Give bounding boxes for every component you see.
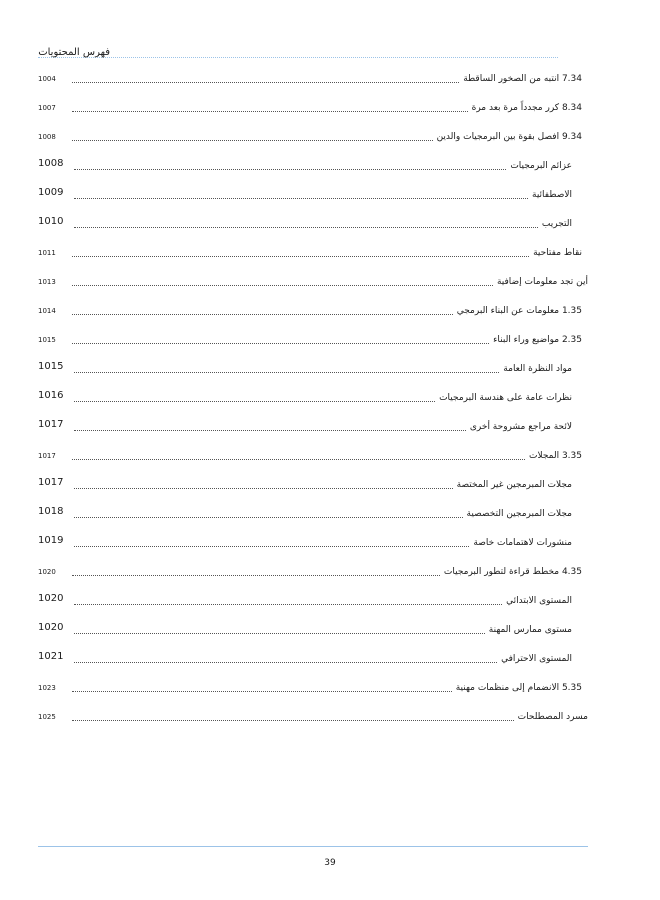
- toc-entry-page: 1019: [38, 535, 64, 546]
- toc-entry-page: 1007: [38, 104, 56, 112]
- toc-entry-title: منشورات لاهتمامات خاصة: [473, 538, 572, 548]
- toc-entry[interactable]: [38, 385, 588, 414]
- toc-entry-title: مجلات المبرمجين غير المختصة: [456, 480, 572, 490]
- toc-entry-page: 1023: [38, 684, 56, 692]
- toc-entry-page: 1017: [38, 419, 64, 430]
- toc-entry-title: 4.35 مخطط قراءة لتطور البرمجيات: [443, 567, 582, 577]
- toc-entry-page: 1020: [38, 622, 64, 633]
- toc-entry-page: 1017: [38, 452, 56, 460]
- dot-leader: [74, 430, 466, 431]
- toc-entry-page: 1025: [38, 713, 56, 721]
- header-title: فهرس المحتويات: [38, 47, 110, 58]
- toc-entry-page: 1016: [38, 390, 64, 401]
- toc-entry-title: 5.35 الانضمام إلى منظمات مهنية: [455, 683, 582, 693]
- dot-leader: [72, 140, 433, 141]
- dot-leader: [72, 459, 525, 460]
- toc-entry[interactable]: [38, 298, 588, 327]
- dot-leader: [74, 372, 499, 373]
- dot-leader: [74, 546, 469, 547]
- toc-entry[interactable]: [38, 356, 588, 385]
- toc-entry[interactable]: [38, 675, 588, 704]
- toc-entry[interactable]: [38, 530, 588, 559]
- toc-entry-title: أين تجد معلومات إضافية: [496, 277, 588, 287]
- dot-leader: [74, 488, 453, 489]
- toc-entry-page: 1015: [38, 361, 64, 372]
- dot-leader: [72, 720, 514, 721]
- toc-entry-title: مجلات المبرمجين التخصصية: [466, 509, 572, 519]
- dot-leader: [74, 633, 485, 634]
- toc-entry[interactable]: [38, 414, 588, 443]
- dot-leader: [72, 285, 493, 286]
- toc-entry-page: 1020: [38, 593, 64, 604]
- toc-entry-page: 1010: [38, 216, 64, 227]
- toc-entry[interactable]: [38, 66, 588, 95]
- toc-entry[interactable]: [38, 501, 588, 530]
- dot-leader: [72, 82, 459, 83]
- toc-entry[interactable]: [38, 95, 588, 124]
- dot-leader: [74, 198, 528, 199]
- dot-leader: [74, 604, 502, 605]
- toc-entry[interactable]: [38, 588, 588, 617]
- dot-leader: [74, 227, 538, 228]
- toc-entry-title: نظرات عامة على هندسة البرمجيات: [439, 393, 572, 403]
- toc-entry-title: 1.35 معلومات عن البناء البرمجي: [456, 306, 582, 316]
- toc-entry-title: 9.34 افصل بقوة بين البرمجيات والدين: [436, 132, 582, 142]
- toc-entry-page: 1017: [38, 477, 64, 488]
- dot-leader: [74, 169, 506, 170]
- toc-entry-page: 1008: [38, 133, 56, 141]
- toc-entry[interactable]: [38, 211, 588, 240]
- dot-leader: [72, 343, 489, 344]
- toc-entry[interactable]: [38, 269, 588, 298]
- toc-entry-title: نقاط مفتاحية: [533, 248, 582, 258]
- toc-entry[interactable]: [38, 646, 588, 675]
- toc-entry[interactable]: [38, 240, 588, 269]
- toc-entry-page: 1018: [38, 506, 64, 517]
- footer-rule: [38, 846, 588, 847]
- toc-entry-page: 1008: [38, 158, 64, 169]
- toc-entry-title: 2.35 مواضيع وراء البناء: [493, 335, 582, 345]
- table-of-contents: [38, 66, 588, 733]
- toc-entry[interactable]: [38, 327, 588, 356]
- toc-entry-page: 1020: [38, 568, 56, 576]
- toc-entry-page: 1004: [38, 75, 56, 83]
- toc-entry[interactable]: [38, 704, 588, 733]
- toc-entry-title: التجريب: [541, 219, 572, 229]
- toc-entry-page: 1015: [38, 336, 56, 344]
- toc-entry-title: مواد النظرة العامة: [503, 364, 572, 374]
- running-header: [38, 46, 640, 62]
- toc-entry-title: مستوى ممارس المهنة: [488, 625, 572, 635]
- toc-entry-title: عزائم البرمجيات: [510, 161, 572, 171]
- header-dotted-rule: [38, 57, 558, 58]
- toc-entry-page: 1013: [38, 278, 56, 286]
- toc-entry[interactable]: [38, 153, 588, 182]
- toc-entry-title: لائحة مراجع مشروحة أخرى: [469, 422, 572, 432]
- dot-leader: [72, 314, 453, 315]
- toc-entry-title: المستوى الابتدائي: [506, 596, 572, 606]
- toc-entry-page: 1009: [38, 187, 64, 198]
- dot-leader: [72, 575, 440, 576]
- dot-leader: [72, 691, 452, 692]
- toc-entry-title: مسرد المصطلحات: [517, 712, 588, 722]
- dot-leader: [74, 401, 435, 402]
- toc-entry-title: 8.34 كرر مجدداً مرة بعد مرة: [471, 103, 582, 113]
- toc-entry[interactable]: [38, 124, 588, 153]
- toc-entry-page: 1021: [38, 651, 64, 662]
- toc-entry-title: 3.35 المجلات: [528, 451, 582, 461]
- toc-entry[interactable]: [38, 472, 588, 501]
- dot-leader: [74, 662, 497, 663]
- toc-entry[interactable]: [38, 182, 588, 211]
- toc-entry-title: المستوى الاحترافي: [501, 654, 572, 664]
- toc-entry-title: 7.34 انتبه من الصخور الساقطة: [463, 74, 582, 84]
- dot-leader: [72, 256, 529, 257]
- dot-leader: [74, 517, 463, 518]
- page-number: 39: [324, 858, 336, 868]
- toc-entry[interactable]: [38, 617, 588, 646]
- toc-entry[interactable]: [38, 559, 588, 588]
- toc-entry[interactable]: [38, 443, 588, 472]
- toc-entry-title: الاصطفائية: [532, 190, 572, 200]
- toc-entry-page: 1014: [38, 307, 56, 315]
- toc-entry-page: 1011: [38, 249, 56, 257]
- dot-leader: [72, 111, 468, 112]
